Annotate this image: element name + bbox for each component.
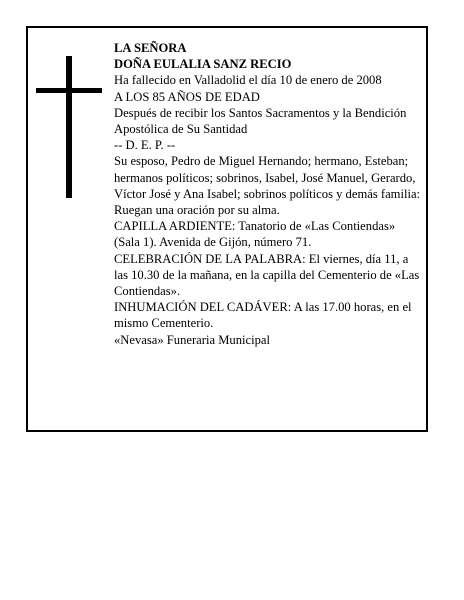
funeral-home-line: «Nevasa» Funeraria Municipal xyxy=(114,332,270,347)
chapel-line: CAPILLA ARDIENTE: Tanatorio de «Las Contiendas» (Sala 1). Avenida de Gijón, número 71. xyxy=(114,219,396,250)
family-line: Su esposo, Pedro de Miguel Hernando; hermano, Esteban; hermanos políticos; sobrinos, Isabel, José Manuel, Gerardo, Víctor José y Ana Isabel; sobrinos políticos y demás familia: xyxy=(114,154,421,201)
notice-title: LA SEÑORA xyxy=(114,41,187,55)
sacraments-line: Después de recibir los Santos Sacramentos y la Bendición Apostólica de Su Santidad xyxy=(114,105,407,137)
age-line: A LOS 85 AÑOS DE EDAD xyxy=(114,89,260,104)
deceased-name: DOÑA EULALIA SANZ RECIO xyxy=(114,57,292,72)
death-info: Ha fallecido en Valladolid el día 10 de enero de 2008 xyxy=(114,73,382,88)
celebration-line: CELEBRACIÓN DE LA PALABRA: El viernes, día 11, a las 10.30 de la mañana, en la capilla del Cementerio de «Las Contiendas». xyxy=(114,251,420,299)
rip-line: -- D. E. P. -- xyxy=(114,138,176,153)
cross-horizontal-bar xyxy=(36,88,102,93)
prayer-line: Ruegan una oración por su alma. xyxy=(114,203,280,218)
notice-text xyxy=(114,40,424,348)
cross-vertical-bar xyxy=(66,56,72,198)
burial-line: INHUMACIÓN DEL CADÁVER: A las 17.00 horas, en el mismo Cementerio. xyxy=(114,300,412,331)
obituary-notice xyxy=(26,26,428,432)
